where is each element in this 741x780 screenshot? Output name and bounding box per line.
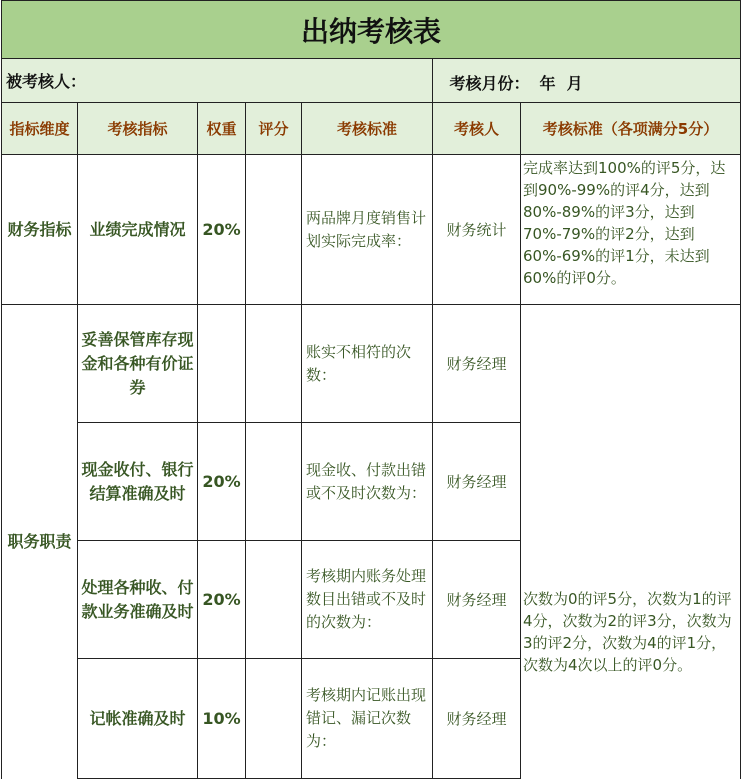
row-score-cell[interactable] bbox=[246, 155, 302, 305]
row-standard-finance: 完成率达到100%的评5分，达到90%-99%的评4分，达到80%-89%的评3分，达到70%-79%的评2分，达到60%-69%的评1分，未达到60%的评0分。 bbox=[521, 155, 741, 305]
row-score-cell[interactable] bbox=[246, 423, 302, 541]
row-dimension-finance: 财务指标 bbox=[2, 155, 78, 305]
row-criteria: 两品牌月度销售计划实际完成率： bbox=[302, 155, 433, 305]
header-indicator: 考核指标 bbox=[78, 103, 198, 155]
table-title: 出纳考核表 bbox=[2, 1, 741, 59]
row-assessor: 财务经理 bbox=[433, 659, 521, 779]
row-weight: 20% bbox=[198, 423, 246, 541]
row-weight: 20% bbox=[198, 541, 246, 659]
row-indicator: 业绩完成情况 bbox=[78, 155, 198, 305]
row-criteria: 现金收、付款出错或不及时次数为： bbox=[302, 423, 433, 541]
row-criteria: 账实不相符的次数： bbox=[302, 305, 433, 423]
row-standard-duty bbox=[521, 305, 741, 779]
row-score-cell[interactable] bbox=[246, 305, 302, 423]
row-weight: 10% bbox=[198, 659, 246, 779]
examinee-label: 被考核人： 考核月份： 年 月 bbox=[2, 59, 433, 103]
row-indicator: 现金收付、银行结算准确及时 bbox=[78, 423, 198, 541]
row-indicator: 处理各种收、付款业务准确及时 bbox=[78, 541, 198, 659]
row-assessor: 财务经理 bbox=[433, 305, 521, 423]
row-dimension-duty: 职务职责 bbox=[2, 305, 78, 779]
header-standard: 考核标准（各项满分5分） bbox=[521, 103, 741, 155]
row-indicator: 记帐准确及时 bbox=[78, 659, 198, 779]
row-indicator: 妥善保管库存现金和各种有价证券 bbox=[78, 305, 198, 423]
header-assessor: 考核人 bbox=[433, 103, 521, 155]
row-assessor: 财务经理 bbox=[433, 423, 521, 541]
header-dimension: 指标维度 bbox=[2, 103, 78, 155]
assessment-table bbox=[1, 0, 741, 779]
row-criteria: 考核期内账务处理数目出错或不及时的次数为： bbox=[302, 541, 433, 659]
row-standard-duty-text: 次数为0的评5分，次数为1的评4分，次数为2的评3分，次数为3的评2分，次数为4的评1分，次数为4次以上的评0分。 bbox=[523, 589, 732, 674]
header-criteria: 考核标准 bbox=[302, 103, 433, 155]
row-weight bbox=[198, 305, 246, 423]
row-score-cell[interactable] bbox=[246, 659, 302, 779]
row-assessor: 财务统计 bbox=[433, 155, 521, 305]
row-score-cell[interactable] bbox=[246, 541, 302, 659]
header-weight: 权重 bbox=[198, 103, 246, 155]
row-weight: 20% bbox=[198, 155, 246, 305]
header-score: 评分 bbox=[246, 103, 302, 155]
examinee-label-text: 被考核人： bbox=[6, 72, 87, 91]
row-criteria: 考核期内记账出现错记、漏记次数为： bbox=[302, 659, 433, 779]
row-assessor: 财务经理 bbox=[433, 541, 521, 659]
